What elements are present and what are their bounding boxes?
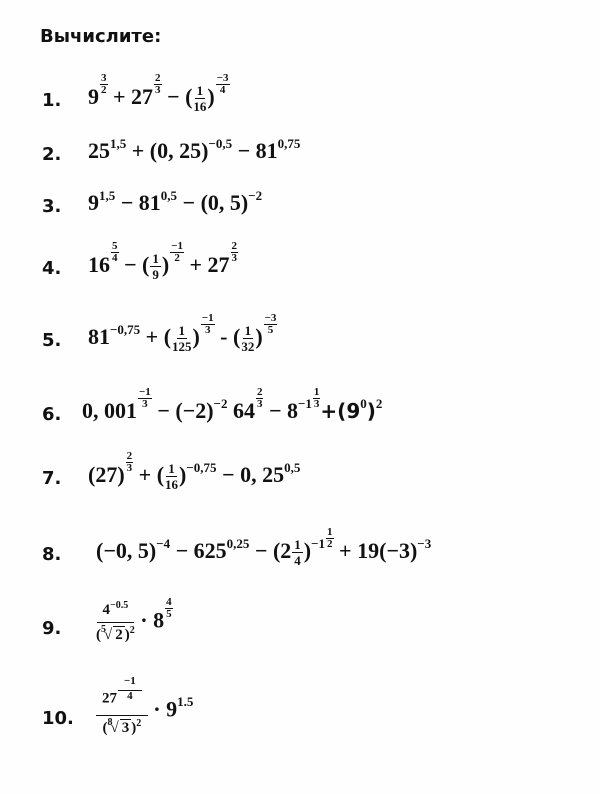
problem-expression: 9$^{1,5}$ − 81$^{0,5}$ − (0, 5)$^{-2}$ [88, 188, 263, 215]
problem-expression: 27 $\frac{-1}{4}$ ($^8$√ 3 )$^2$ · $9^{1.5}$ [96, 686, 193, 737]
problem-expression: 9 $\frac{3}{2}$ + 27 $\frac{2}{3}$ − ( $\frac{1}{16}$ ) $\frac{-3}{4}$ [88, 72, 229, 115]
problem-number: 10. [42, 708, 74, 729]
problem-6 [42, 386, 582, 454]
problem-number: 1. [42, 90, 62, 111]
problem-4 [42, 240, 582, 308]
problem-expression: $\frac{4^{-0.5}}{(^5√ 2 )^2}$ · 8 $\frac{4}{5}$ [96, 596, 172, 643]
problem-10 [42, 675, 582, 762]
problem-expression: 0, 001 $\frac{-1}{3}$ − $(-2)^{-2}$ 64 $\frac{2}{3}$ − $8^{-1}$ $\frac{1}{3}$ $+(9^0)^2$ [82, 386, 383, 423]
problem-number: 9. [42, 618, 62, 639]
problem-expression: (−0, 5)$^{-4}$ − 625$^{0,25}$ − (2 $\frac{1}{4}$ )$^{-1}$ $\frac{1}{2}$ + $19(-3)^{-3}$ [96, 526, 432, 569]
problem-number: 3. [42, 196, 62, 217]
page-title: Вычислите: [40, 26, 162, 47]
problem-8 [42, 526, 582, 594]
problem-number: 7. [42, 468, 62, 489]
problem-1 [42, 72, 582, 140]
problem-3 [42, 190, 582, 246]
problem-9 [42, 596, 582, 668]
problem-number: 4. [42, 258, 62, 279]
problem-7 [42, 450, 582, 518]
problem-2 [42, 138, 582, 194]
problem-number: 6. [42, 404, 62, 425]
problem-5 [42, 312, 582, 380]
problem-number: 2. [42, 144, 62, 165]
problem-expression: (27) $\frac{2}{3}$ + ( $\frac{1}{16}$ )$^{-0,75}$ − 0, 25$^{0,5}$ [88, 450, 301, 493]
problem-number: 5. [42, 330, 62, 351]
problem-number: 8. [42, 544, 62, 565]
problem-expression: $81^{-0,75}$ + ( $\frac{1}{125}$ ) $\frac{-1}{3}$ - ( $\frac{1}{32}$ ) $\frac{-3}{5}$ [88, 312, 277, 355]
problem-expression: 16 $\frac{5}{4}$ − ( $\frac{1}{9}$ ) $\frac{-1}{2}$ + 27 $\frac{2}{3}$ [88, 240, 238, 283]
problem-expression: 25$^{1,5}$ + (0, 25)$^{-0,5}$ − 81$^{0,75}$ [88, 136, 301, 163]
